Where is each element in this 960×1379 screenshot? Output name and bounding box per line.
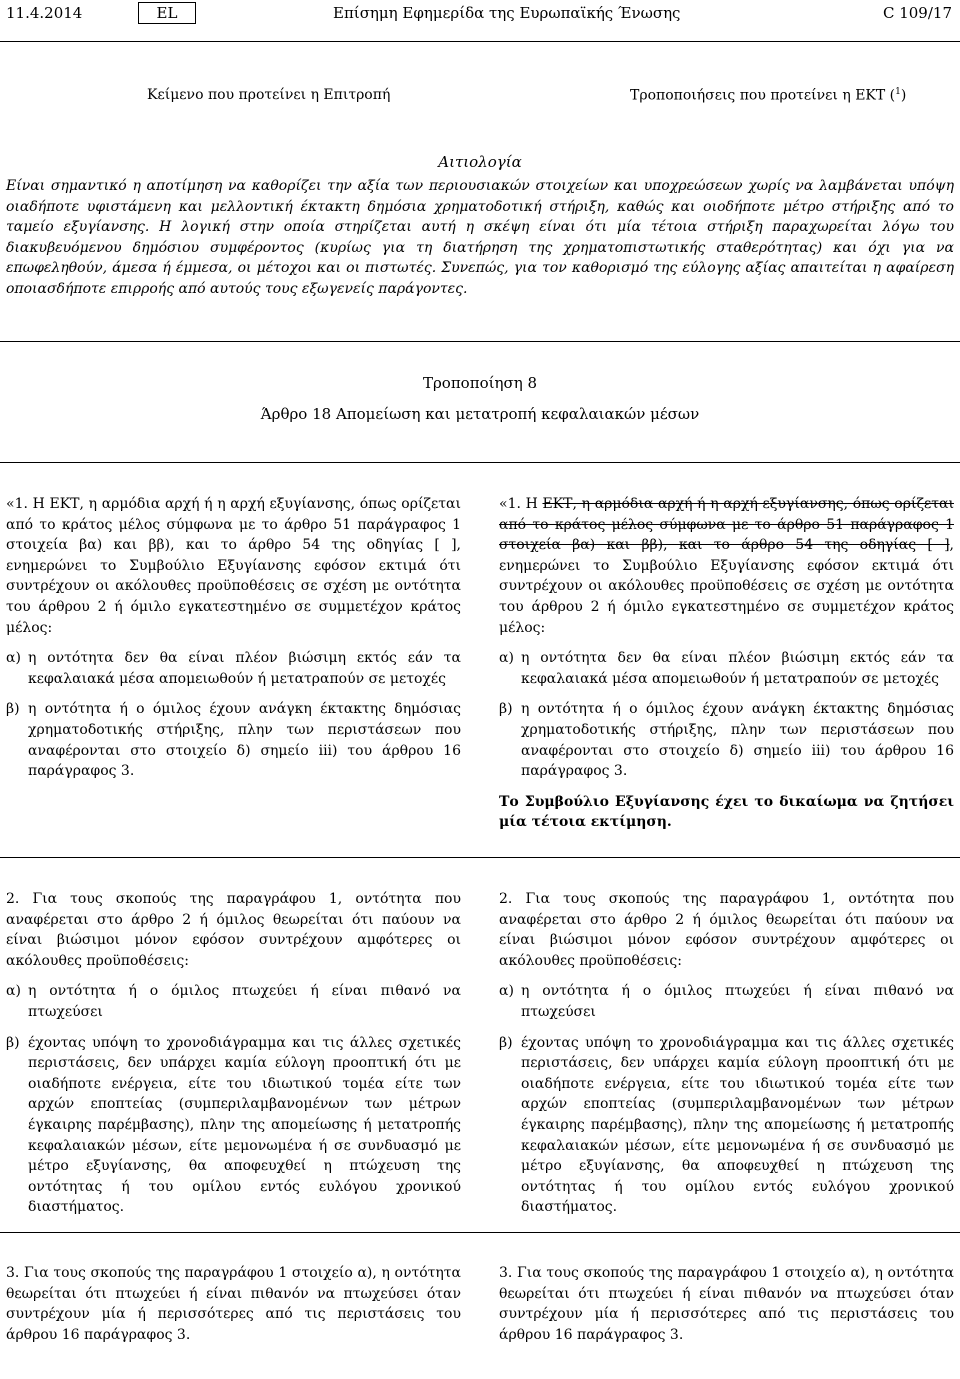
divider [0,41,960,42]
header-language-box: EL [138,2,196,24]
left-column-heading: Κείμενο που προτείνει η Επιτροπή [147,87,391,103]
left-paragraph-2: 2. Για τους σκοπούς της παραγράφου 1, οντότητα που αναφέρεται στο άρθρο 2 ή όμιλος θεωρείται ότι παύουν να είναι βιώσιμοι μόνον εφόσον συντρέχουν αμφότερες οι ακόλουθες προϋποθέσεις: α) η οντότητα ή ο όμιλος πτωχεύει ή είναι πιθανό να πτωχεύσει β) έχοντας υπόψη το χρονοδιάγραμμα και τις άλλες σχετικές περιστάσεις, δεν υπάρχει καμία εύλογη προοπτική ότι με οιαδήποτε ενέργεια, είτε του ιδιωτικού τομέα είτε των αρχών εποπτείας (συμπεριλαμβανομένων των μέτρων έγκαιρης παρέμβασης), πλην της απομείωσης ή μετατροπής κεφαλαιακών μέσων, είτε μεμονωμένα ή σε συνδυασμό με μέτρο εξυγίανσης, θα αποφευχθεί η πτώχευση της οντότητας ή του ομίλου εντός ευλόγου χρονικού διαστήματος. [6,889,461,1218]
left-paragraph-3: 3. Για τους σκοπούς της παραγράφου 1 στοιχείο α), η οντότητα θεωρείται ότι πτωχεύει ή είναι πιθανόν να πτωχεύσει όταν συντρέχουν μία ή περισσότερες από τις περιστάσεις του άρθρου 16 παράγραφος 3. [6,1265,461,1343]
divider [0,1232,960,1233]
amendment-subtitle: Άρθρο 18 Απομείωση και μετατροπή κεφαλαιακών μέσων [260,405,700,423]
right-paragraph-3: 3. Για τους σκοπούς της παραγράφου 1 στοιχείο α), η οντότητα θεωρείται ότι πτωχεύει ή είναι πιθανόν να πτωχεύσει όταν συντρέχουν μία ή περισσότερες από τις περιστάσεις του άρθρου 16 παράγραφος 3. [499,1265,954,1343]
justification-heading: Αιτιολογία [438,153,522,171]
divider [0,341,960,342]
right-item-2b: β) έχοντας υπόψη το χρονοδιάγραμμα και τις άλλες σχετικές περιστάσεις, δεν υπάρχει καμία εύλογη προοπτική ότι με οιαδήποτε ενέργεια, είτε του ιδιωτικού τομέα είτε των αρχών εποπτείας (συμπεριλαμβανομένων των μέτρων έγκαιρης παρέμβασης), πλην της απομείωσης ή μετατροπής κεφαλαιακών μέσων, είτε μεμονωμένα ή σε συνδυασμό με μέτρο εξυγίανσης, θα αποφευχθεί η πτώχευση της οντότητας ή του ομίλου εντός ευλόγου χρονικού διαστήματος. [499,1034,954,1216]
justification-body: Είναι σημαντικό η αποτίμηση να καθορίζει την αξία των περιουσιακών στοιχείων και υποχρεώσεων χωρίς να λαμβάνεται υπόψη οιαδήποτε υφιστάμενη και μελλοντική έκτακτη δημόσια χρηματοδοτική στήριξη, καθώς και οιοδήποτε μέτρο στήριξης από το ταμείο εξυγίανσης. Η λογική στην οποία στηρίζεται αυτή η σκέψη είναι ότι μία τέτοια στήριξη παραχωρείται λόγω του διακυβευόμενου δημόσιου συμφέροντος (κυρίως για τη διατήρηση της χρηματοπιστωτικής σταθερότητας) και όχι για να επωφεληθούν, άμεσα ή έμμεσα, οι μέτοχοι και οι πιστωτές. Συνεπώς, για τον καθορισμό της εύλογης αξίας απαιτείται η αφαίρεση οποιασδήποτε επιρροής από αυτούς τους εξωγενείς παράγοντες. [6,178,954,297]
right-paragraph-1 [499,494,954,833]
amendment-title: Τροποποίηση 8 [422,374,538,392]
divider [0,857,960,858]
right-item-a: α) η οντότητα δεν θα είναι πλέον βιώσιμη εκτός εάν τα κεφαλαιακά μέσα απομειωθούν ή μετατραπούν σε μετοχές [499,650,954,687]
divider [0,462,960,463]
added-text: Το Συμβούλιο Εξυγίανσης έχει το δικαίωμα να ζητήσει μία τέτοια εκτίμηση. [499,793,954,831]
right-p1-text: «1. Η ΕΚΤ, η αρμόδια αρχή ή η αρχή εξυγίανσης, όπως ορίζεται από το κράτος μέλος σύμφωνα με το άρθρο 51 παράγραφος 1 στοιχεία βα) και ββ), και το άρθρο 54 της οδηγίας [ ], ενημερώνει το Συμβούλιο Εξυγίανσης εφόσον εκτιμά ότι συντρέχουν οι ακόλουθες προϋποθέσεις σε σχέση με οντότητα του άρθρου 2 ή όμιλο εγκατεστημένο σε συμμετέχον κράτος μέλος: [499,496,954,636]
header-page-number: C 109/17 [882,4,952,22]
left-item-2a: α) η οντότητα ή ο όμιλος πτωχεύει ή είναι πιθανό να πτωχεύσει [6,983,461,1020]
right-item-2a: α) η οντότητα ή ο όμιλος πτωχεύει ή είναι πιθανό να πτωχεύσει [499,983,954,1020]
page-header [0,4,960,26]
left-item-b: β) η οντότητα ή ο όμιλος έχουν ανάγκη έκτακτης δημόσιας χρηματοδοτικής στήριξης, πλην των περιστάσεων που αναφέρονται στο στοιχείο δ) σημείο iii) του άρθρου 16 παράγραφος 3. [6,701,461,780]
left-item-2b: β) έχοντας υπόψη το χρονοδιάγραμμα και τις άλλες σχετικές περιστάσεις, δεν υπάρχει καμία εύλογη προοπτική ότι με οιαδήποτε ενέργεια, είτε του ιδιωτικού τομέα είτε των αρχών εποπτείας (συμπεριλαμβανομένων των μέτρων έγκαιρης παρέμβασης), πλην της απομείωσης ή μετατροπής κεφαλαιακών μέσων, είτε μεμονωμένα ή σε συνδυασμό με μέτρο εξυγίανσης, θα αποφευχθεί η πτώχευση της οντότητας ή του ομίλου εντός ευλόγου χρονικού διαστήματος. [6,1034,461,1216]
header-journal-title: Επίσημη Εφημερίδα της Ευρωπαϊκής Ένωσης [333,4,681,22]
left-paragraph-1 [6,494,461,782]
right-column-heading: Τροποποιήσεις που προτείνει η ΕΚΤ ($^1$) [630,87,907,104]
footnote-ref: 1 [895,87,901,97]
left-item-a: α) η οντότητα δεν θα είναι πλέον βιώσιμη εκτός εάν τα κεφαλαιακά μέσα απομειωθούν ή μετατραπούν σε μετοχές [6,650,461,687]
header-date: 11.4.2014 [6,4,83,22]
right-paragraph-2: 2. Για τους σκοπούς της παραγράφου 1, οντότητα που αναφέρεται στο άρθρο 2 ή όμιλος θεωρείται ότι παύουν να είναι βιώσιμοι μόνον εφόσον συντρέχουν αμφότερες οι ακόλουθες προϋποθέσεις: α) η οντότητα ή ο όμιλος πτωχεύει ή είναι πιθανό να πτωχεύσει β) έχοντας υπόψη το χρονοδιάγραμμα και τις άλλες σχετικές περιστάσεις, δεν υπάρχει καμία εύλογη προοπτική ότι με οιαδήποτε ενέργεια, είτε του ιδιωτικού τομέα είτε των αρχών εποπτείας (συμπεριλαμβανομένων των μέτρων έγκαιρης παρέμβασης), πλην της απομείωσης ή μετατροπής κεφαλαιακών μέσων, είτε μεμονωμένα ή σε συνδυασμό με μέτρο εξυγίανσης, θα αποφευχθεί η πτώχευση της οντότητας ή του ομίλου εντός ευλόγου χρονικού διαστήματος. [499,889,954,1218]
right-item-b: β) η οντότητα ή ο όμιλος έχουν ανάγκη έκτακτης δημόσιας χρηματοδοτικής στήριξης, πλην των περιστάσεων που αναφέρονται στο στοιχείο δ) σημείο iii) του άρθρου 16 παράγραφος 3. [499,701,954,780]
left-p1-text: «1. Η ΕΚΤ, η αρμόδια αρχή ή η αρχή εξυγίανσης, όπως ορίζεται από το κράτος μέλος σύμφωνα με το άρθρο 51 παράγραφος 1 στοιχεία βα) και ββ), και το άρθρο 54 της οδηγίας [ ], ενημερώνει το Συμβούλιο Εξυγίανσης εφόσον εκτιμά ότι συντρέχουν οι ακόλουθες προϋποθέσεις σε σχέση με οντότητα του άρθρου 2 ή όμιλο εγκατεστημένο σε συμμετέχον κράτος μέλος: [6,496,461,636]
deleted-text: ΕΚΤ, η αρμόδια αρχή ή η αρχή εξυγίανσης, όπως ορίζεται από το κράτος μέλος σύμφωνα με το άρθρο 51 παράγραφος 1 στοιχεία βα) και ββ), και το άρθρο 54 της οδηγίας [ ] [499,496,954,554]
